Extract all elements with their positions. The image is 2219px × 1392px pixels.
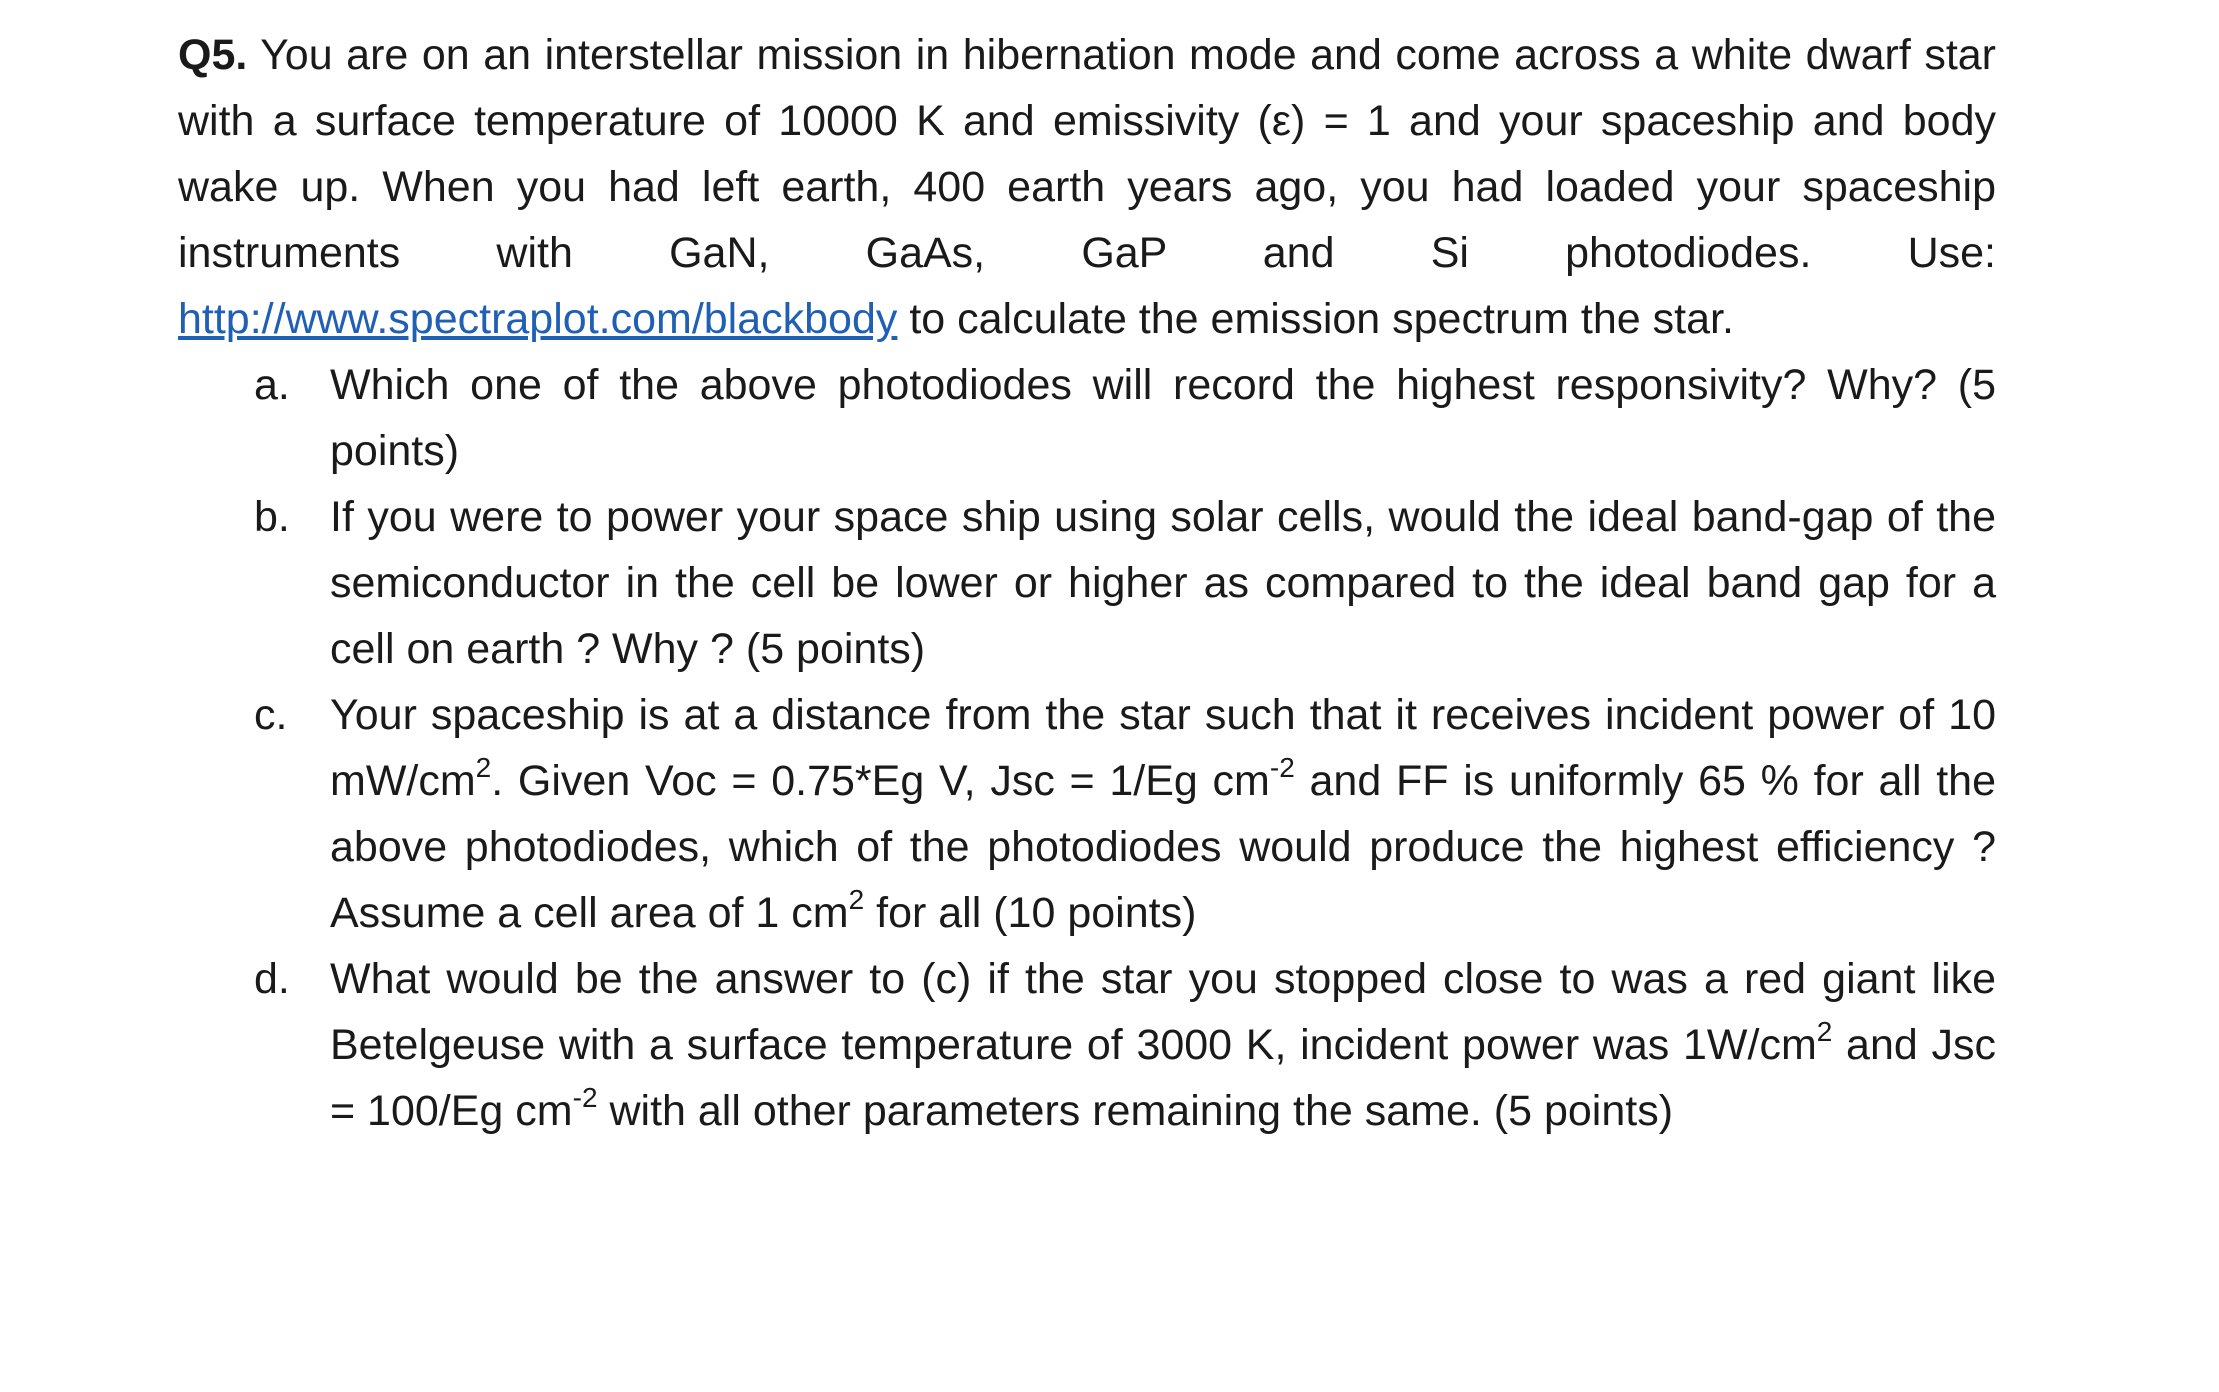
sub-question-c [178,682,1996,946]
item-text-b: If you were to power your space ship using solar cells, would the ideal band-gap of the semiconductor in the cell be lower or higher as compared to the ideal band gap for a cell on earth ? Why ? (5 points) [330,493,1996,673]
sub-question-d [178,946,1996,1144]
spectraplot-link[interactable]: http://www.spectraplot.com/blackbody [178,295,898,343]
intro-text-1: You are on an interstellar mission in hibernation mode and come across a white dwarf star with a surface temperature of 10000 K and emissivity (ε) = 1 and your spaceship and body wake up. When you had left earth, 400 earth years ago, you had loaded your spaceship instruments with GaN, GaAs, GaP and Si photodiodes. Use: [178,31,1996,277]
item-text-c-2: . Given Voc = 0.75*Eg V, Jsc = 1/Eg cm [491,757,1270,805]
superscript: 2 [475,751,492,783]
question-intro [178,22,1996,352]
item-text-d-2: and Jsc = 100/Eg cm [330,1021,1996,1135]
question-number: Q5. [178,31,248,79]
superscript: -2 [572,1081,598,1113]
sub-question-a [178,352,1996,484]
item-text-d-3: with all other parameters remaining the same. (5 points) [597,1087,1674,1135]
intro-text-2: to calculate the emission spectrum the star. [897,295,1734,343]
item-text-c-4: for all (10 points) [864,889,1197,937]
superscript: -2 [1269,751,1295,783]
item-letter-a: a. [254,361,290,409]
item-text-c-3: and FF is uniformly 65 % for all the above photodiodes, which of the photodiodes would produce the highest efficiency ? Assume a cell area of 1 cm [330,757,1997,937]
item-text-d-1: What would be the answer to (c) if the star you stopped close to was a red giant like Betelgeuse with a surface temperature of 3000 K, incident power was 1W/cm [330,955,1996,1069]
item-letter-c: c. [254,691,288,739]
item-text-c-1: Your spaceship is at a distance from the star such that it receives incident power of 10 mW/cm [330,691,1996,805]
superscript: 2 [1816,1015,1833,1047]
item-letter-b: b. [254,493,290,541]
superscript: 2 [848,883,865,915]
question-page [178,22,1996,1144]
sub-question-list [178,352,1996,1144]
item-letter-d: d. [254,955,290,1003]
sub-question-b [178,484,1996,682]
item-text-a: Which one of the above photodiodes will record the highest responsivity? Why? (5 points) [330,361,1996,475]
